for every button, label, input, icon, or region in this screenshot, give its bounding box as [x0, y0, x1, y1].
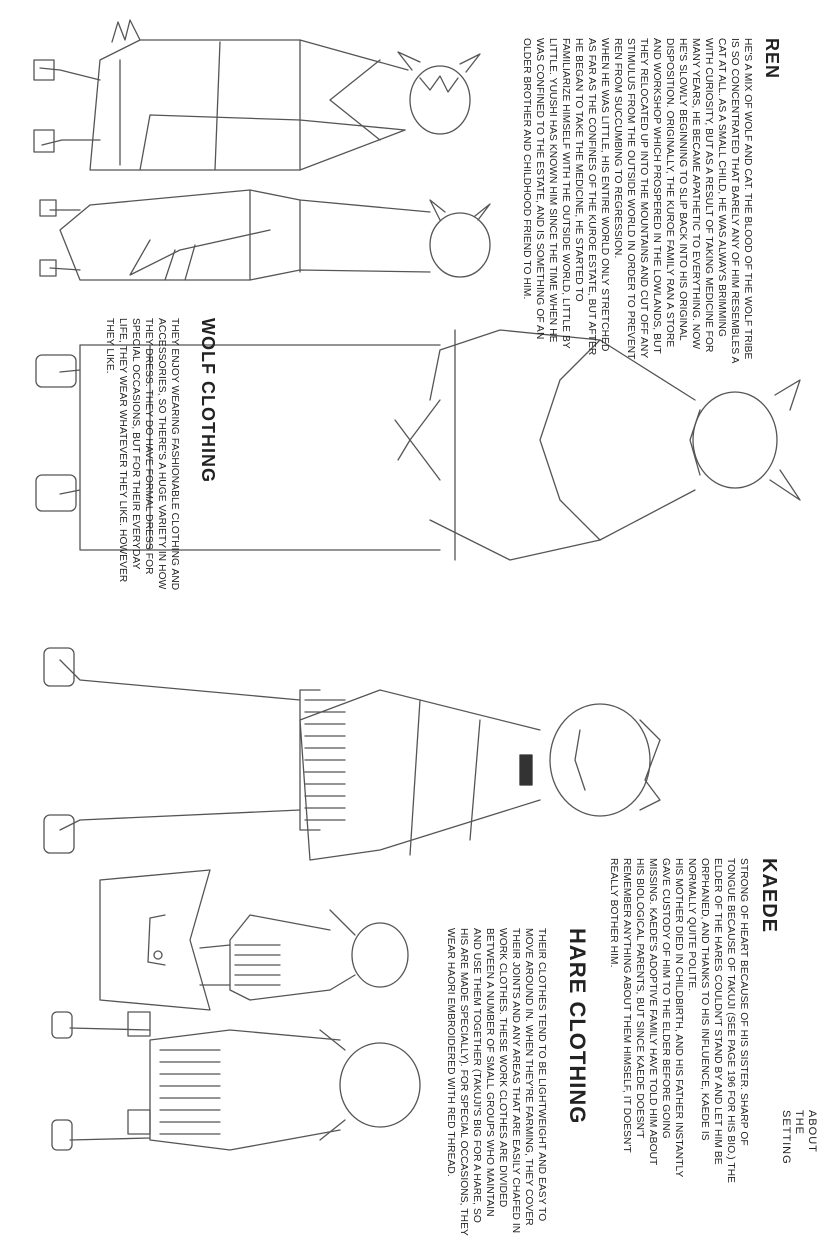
kaede-bio-line: NORMALLY QUITE POLITE.	[686, 858, 697, 992]
kaede-bio-line: MISSING. KAEDE'S ADOPTIVE FAMILY HAVE TOLD HIM ABOUT	[647, 858, 658, 1166]
haori-sketch	[100, 870, 210, 1010]
wolf-clothing-line: LIFE, THEY WEAR WHATEVER THEY LIKE. HOWEVER	[117, 318, 128, 583]
ren-bio-line: WITH CURIOSITY, BUT AS A RESULT OF TAKING MEDICINE FOR	[703, 38, 714, 353]
hare-clothing-line: THEIR JOINTS AND ANY AREAS THAT ARE EASILY CHAFED IN	[510, 928, 521, 1234]
hare-clothing-line: WORK CLOTHES. THESE WORK CLOTHES ARE DIVIDED	[497, 928, 508, 1208]
kaede-bio-line: HIS BIOLOGICAL PARENTS, BUT SINCE KAEDE DOESN'T	[634, 858, 645, 1139]
hare-clothing-line: MOVE AROUND IN. WHEN THEY'RE FARMING, THEY COVER	[523, 928, 534, 1226]
ren-bio-text	[520, 38, 754, 364]
ren-bio-line: THEY RELOCATED UP INTO THE MOUNTAINS AND CUT OFF ANY	[638, 38, 649, 359]
hare-clothing-text	[444, 928, 548, 1236]
ren-bio-line: AS FAR AS THE CONFINES OF THE KUROE ESTATE, BUT AFTER	[586, 38, 597, 356]
kaede-title: KAEDE	[758, 858, 780, 934]
ren-bio-line: FAMILIARIZE HIMSELF WITH THE OUTSIDE WORLD, LITTLE BY	[560, 38, 571, 349]
kaede-bio-line: GAVE CUSTODY OF HIM TO THE ELDER BEFORE GOING	[660, 858, 671, 1139]
kaede-bio-line: HIS MOTHER DIED IN CHILDBIRTH, AND HIS FATHER INSTANTLY	[673, 858, 684, 1178]
wolf-clothing-line: ACCESSORIES, SO THERE'S A HUGE VARIETY IN HOW	[156, 318, 167, 590]
kaede-bio-line: REALLY BOTHER HIM.	[608, 858, 619, 968]
ren-bio-line: MANY YEARS, HE BECAME APATHETIC TO EVERYTHING. NOW	[690, 38, 701, 350]
wolf-clothing-line: THEY DRESS. THEY DO HAVE FORMAL DRESS FOR	[143, 318, 154, 575]
ren-bio-line: WAS CONFINED TO THE ESTATE, AND IS SOMETHING OF AN	[534, 38, 545, 340]
hare-clothing-line: AND USE THEM TOGETHER (TAKUJI'S BIG FOR A HARE, SO	[471, 928, 482, 1223]
ren-bio-line: IS SO CONCENTRATED THAT BARELY ANY OF HIM RESEMBLES A	[729, 38, 740, 364]
ren-bio-line: WHEN HE WAS LITTLE, HIS ENTIRE WORLD ONLY STRETCHED	[599, 38, 610, 352]
kaede-bio-text	[607, 858, 750, 1183]
ren-bio-line: CAT AT ALL. AS A SMALL CHILD, HE WAS ALWAYS BRIMMING	[716, 38, 727, 338]
hare-clothing-text-block	[444, 928, 548, 1236]
wolf-clothing-title: WOLF CLOTHING	[198, 318, 218, 483]
ren-bio-line: HE'S A MIX OF WOLF AND CAT. THE BLOOD OF THE WOLF TRIBE	[742, 38, 753, 360]
wolf-clothing-line: SPECIAL OCCASIONS, BUT FOR THEIR EVERYDAY	[130, 318, 141, 570]
ren-back-sketch	[40, 190, 490, 280]
ren-bio-line: HE BEGAN TO TAKE THE MEDICINE, HE STARTED TO	[573, 38, 584, 302]
wolf-clothing-line: THEY LIKE.	[104, 318, 115, 374]
about-the-setting-label: ABOUT THE SETTING	[780, 1110, 818, 1165]
kaede-bio-line: ORPHANED, AND THANKS TO HIS INFLUENCE, KAEDE IS	[699, 858, 710, 1141]
wolf-clothing-title-block	[197, 318, 218, 483]
kaede-bio-line: STRONG OF HEART BECAUSE OF HIS SISTER. SHARP OF	[738, 858, 749, 1146]
kaede-bio-line: ELDER OF THE HARES COULDN'T STAND BY AND LET HIM BE	[712, 858, 723, 1165]
hare-clothing-title-block	[564, 928, 590, 1124]
ren-bio-line: LITTLE. YUUSHI HAS KNOWN HIM SINCE THE TIME WHEN HE	[547, 38, 558, 343]
section-label	[779, 1110, 818, 1170]
hare-clothing-line: WEAR HAORI EMBROIDERED WITH RED THREAD.	[445, 928, 456, 1177]
wolf-clothing-text-block	[103, 318, 181, 590]
hare-clothing-line: HIS ARE MADE SPECIALLY). FOR SPECIAL OCCASIONS, THEY	[458, 928, 469, 1236]
ren-bio-line: AND WORKSHOP WHICH PROSPERED IN THE LOWLANDS, BUT	[651, 38, 662, 354]
kaede-bio-line: REMEMBER ANYTHING ABOUT THEM HIMSELF, IT DOESN'T	[621, 858, 632, 1153]
ren-front-sketch	[34, 20, 480, 170]
ren-bio-line: REN FROM SUCCUMBING TO REGRESSION.	[612, 38, 623, 259]
hare-clothing-line: THEIR CLOTHES TEND TO BE LIGHTWEIGHT AND EASY TO	[536, 928, 547, 1222]
ren-bio-line: DISPOSITION. ORIGINALLY, THE KUROE FAMILY RAN A STORE	[664, 38, 675, 348]
hare-child-sketch	[200, 910, 408, 1000]
kaede-bio	[607, 858, 750, 1183]
kaede-title-block	[757, 858, 780, 933]
ren-bio-line: STIMULUS FROM THE OUTSIDE WORLD IN ORDER TO PREVENT	[625, 38, 636, 360]
kaede-bio-line: TONGUE BECAUSE OF TAKUJI (SEE PAGE 196 FOR HIS BIO.) THE	[725, 858, 736, 1184]
ren-bio-line: OLDER BROTHER AND CHILDHOOD FRIEND TO HIM.	[521, 38, 532, 300]
hare-clothing-title: HARE CLOTHING	[565, 928, 590, 1125]
ren-title-block	[761, 38, 782, 79]
wolf-clothing-text	[103, 318, 181, 590]
ren-title: REN	[762, 38, 782, 80]
wolf-clothing-line: THEY ENJOY WEARING FASHIONABLE CLOTHING AND	[169, 318, 180, 591]
hare-clothing-line: BETWEEN A NUMBER OF SMALL GROUPS WHO MAINTAIN	[484, 928, 495, 1217]
ren-bio-line: HE'S SLOWLY BEGINNING TO SLIP BACK INTO HIS ORIGINAL	[677, 38, 688, 341]
ren-bio	[520, 38, 754, 364]
hare-adult-sketch	[52, 1012, 420, 1150]
kaede-full-sketch	[44, 648, 660, 860]
